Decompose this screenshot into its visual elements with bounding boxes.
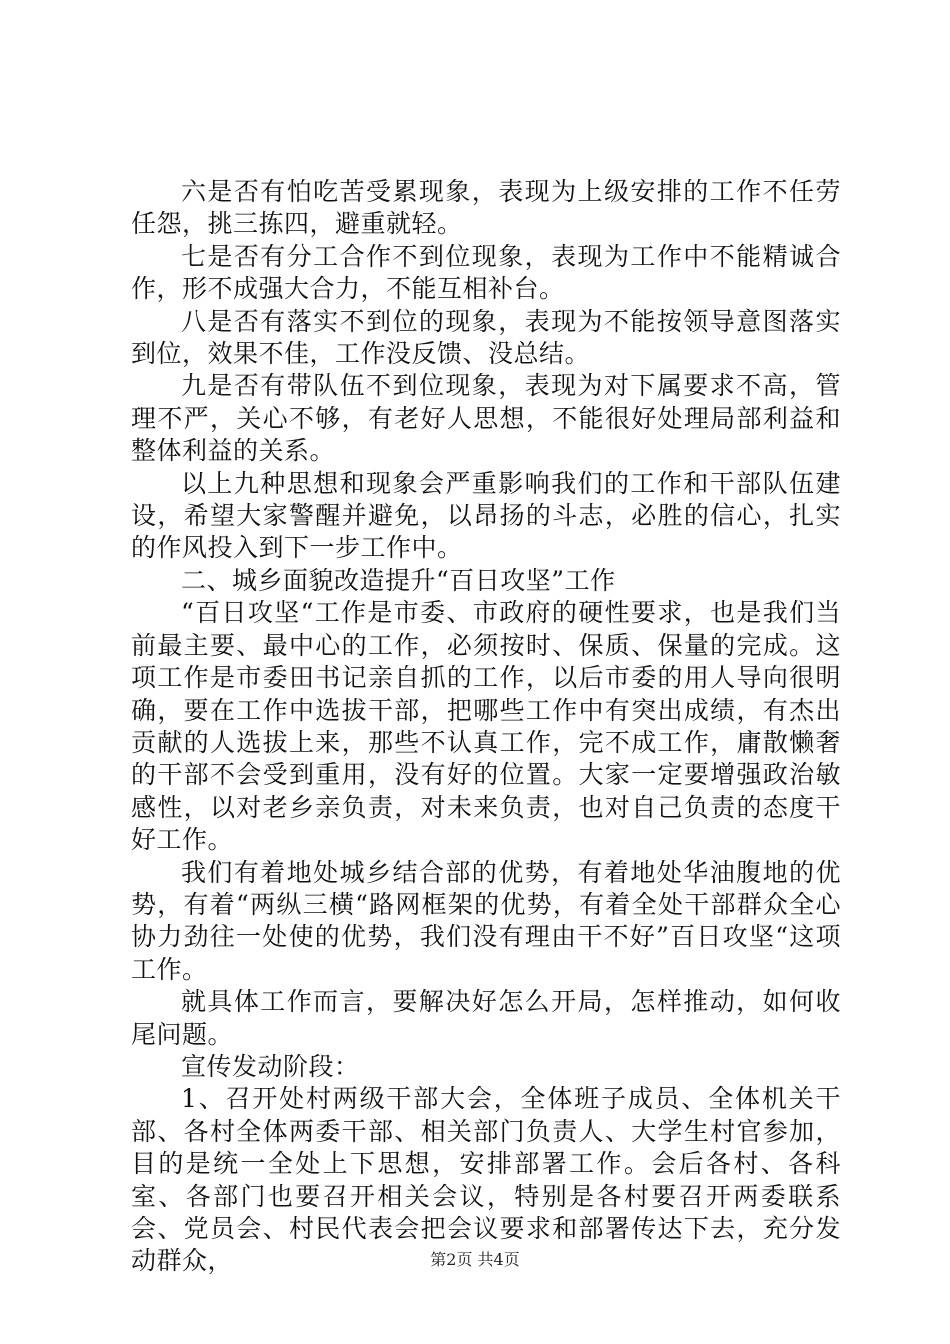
section-heading: 二、城乡面貌改造提升“百日攻坚”工作 bbox=[181, 565, 616, 595]
paragraph: 以上九种思想和现象会严重影响我们的工作和干部队伍建设，希望大家警醒并避免，以昂扬的斗志，必胜的信心，扎实的作风投入到下一步工作中。 bbox=[131, 468, 841, 563]
paragraph: 六是否有怕吃苦受累现象，表现为上级安排的工作不任劳任怨，挑三拣四，避重就轻。 bbox=[131, 177, 841, 239]
paragraph: “百日攻坚“工作是市委、市政府的硬性要求，也是我们当前最主要、最中心的工作，必须按时、保质、保量的完成。这项工作是市委田书记亲自抓的工作，以后市委的用人导向很明确，要在工作中选拔干部，把哪些工作中有突出成绩，有杰出贡献的人选拔上来，那些不认真工作，完不成工作，庸散懒奢的干部不会受到重用，没有好的位置。大家一定要增强政治敏感性，以对老乡亲负责，对未来负责，也对自己负责的态度干好工作。 bbox=[131, 598, 841, 855]
subheading: 宣传发动阶段： bbox=[181, 1051, 360, 1081]
paragraph: 1、召开处村两级干部大会，全体班子成员、全体机关干部、各村全体两委干部、相关部门负责人、大学生村官参加，目的是统一全处上下思想，安排部署工作。会后各村、各科室、各部门也要召开相关会议，特别是各村要召开两委联系会、党员会、村民代表会把会议要求和部署传达下去，充分发动群众， bbox=[131, 1084, 841, 1276]
paragraph: 就具体工作而言，要解决好怎么开局，怎样推动，如何收尾问题。 bbox=[131, 987, 841, 1049]
page-footer: 第2页 共4页 bbox=[430, 1250, 520, 1269]
paragraph: 八是否有落实不到位的现象，表现为不能按领导意图落实到位，效果不佳，工作没反馈、没总结。 bbox=[131, 306, 841, 369]
paragraph: 九是否有带队伍不到位现象，表现为对下属要求不高，管理不严，关心不够，有老好人思想，不能很好处理局部利益和整体利益的关系。 bbox=[131, 371, 841, 466]
paragraph: 我们有着地处城乡结合部的优势，有着地处华油腹地的优势，有着“两纵三横“路网框架的优势，有着全处干部群众全心协力劲往一处使的优势，我们没有理由干不好”百日攻坚“这项工作。 bbox=[131, 857, 841, 984]
document-body bbox=[131, 176, 841, 1278]
paragraph: 七是否有分工合作不到位现象，表现为工作中不能精诚合作，形不成强大合力，不能互相补台。 bbox=[131, 241, 841, 304]
